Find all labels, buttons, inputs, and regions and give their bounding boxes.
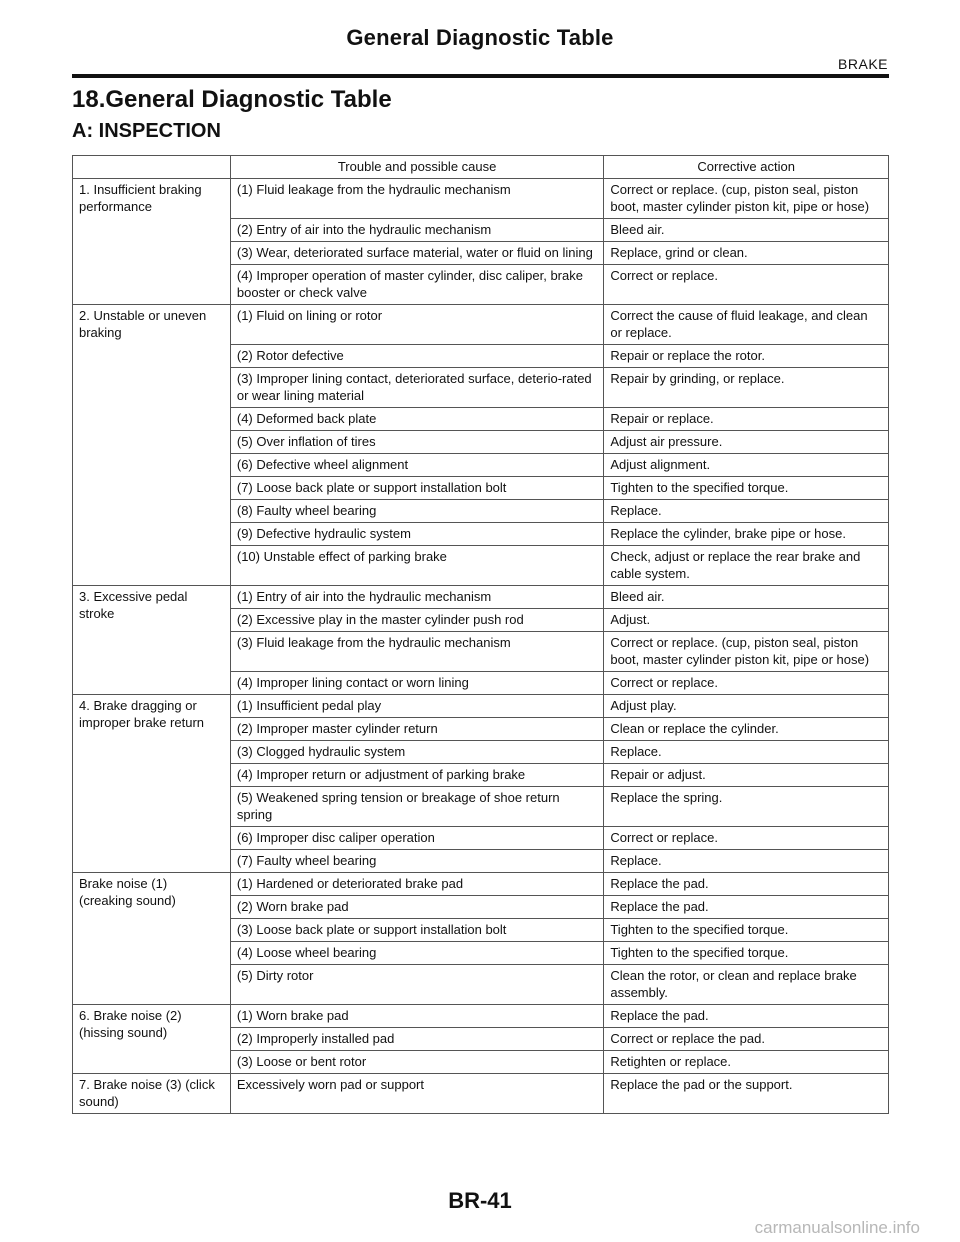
table-row <box>73 1074 889 1114</box>
action-cell: Repair or replace the rotor. <box>604 345 889 368</box>
cause-cell: (3) Fluid leakage from the hydraulic mechanism <box>230 632 603 672</box>
cause-cell: (5) Dirty rotor <box>230 965 603 1005</box>
action-cell: Tighten to the specified torque. <box>604 942 889 965</box>
cause-cell: (4) Improper operation of master cylinder, disc caliper, brake booster or check valve <box>230 265 603 305</box>
cause-cell: (8) Faulty wheel bearing <box>230 500 603 523</box>
category-cell: Brake noise (1) (creaking sound) <box>73 873 231 1005</box>
action-cell: Correct or replace. <box>604 672 889 695</box>
category-cell: 7. Brake noise (3) (click sound) <box>73 1074 231 1114</box>
cause-cell: (1) Insufficient pedal play <box>230 695 603 718</box>
cause-cell: (3) Loose back plate or support installation bolt <box>230 919 603 942</box>
cause-cell: (3) Clogged hydraulic system <box>230 741 603 764</box>
cause-cell: (2) Improper master cylinder return <box>230 718 603 741</box>
table-row <box>73 586 889 609</box>
diagnostic-table <box>72 155 889 1114</box>
cause-cell: (1) Worn brake pad <box>230 1005 603 1028</box>
action-cell: Replace the pad or the support. <box>604 1074 889 1114</box>
cause-cell: (1) Fluid on lining or rotor <box>230 305 603 345</box>
action-cell: Replace the cylinder, brake pipe or hose. <box>604 523 889 546</box>
action-cell: Replace. <box>604 850 889 873</box>
watermark: carmanualsonline.info <box>754 1218 920 1237</box>
cause-cell: (2) Entry of air into the hydraulic mechanism <box>230 219 603 242</box>
table-header-row <box>73 156 889 179</box>
cause-cell: (3) Wear, deteriorated surface material, water or fluid on lining <box>230 242 603 265</box>
cause-cell: (9) Defective hydraulic system <box>230 523 603 546</box>
table-row <box>73 1005 889 1028</box>
action-cell: Adjust alignment. <box>604 454 889 477</box>
cause-cell: (2) Excessive play in the master cylinder push rod <box>230 609 603 632</box>
category-cell: 4. Brake dragging or improper brake return <box>73 695 231 873</box>
cause-cell: (7) Faulty wheel bearing <box>230 850 603 873</box>
action-cell: Bleed air. <box>604 586 889 609</box>
cause-cell: (4) Improper return or adjustment of parking brake <box>230 764 603 787</box>
action-cell: Clean or replace the cylinder. <box>604 718 889 741</box>
table-body <box>73 179 889 1114</box>
page-header-section: BRAKE <box>838 56 888 72</box>
action-cell: Correct or replace the pad. <box>604 1028 889 1051</box>
cause-cell: (6) Defective wheel alignment <box>230 454 603 477</box>
action-cell: Adjust. <box>604 609 889 632</box>
action-cell: Correct or replace. (cup, piston seal, piston boot, master cylinder piston kit, pipe or hose) <box>604 632 889 672</box>
action-cell: Replace. <box>604 741 889 764</box>
action-cell: Replace the spring. <box>604 787 889 827</box>
cause-cell: (2) Worn brake pad <box>230 896 603 919</box>
column-header: Trouble and possible cause <box>230 156 603 179</box>
category-cell: 6. Brake noise (2) (hissing sound) <box>73 1005 231 1074</box>
category-cell: 3. Excessive pedal stroke <box>73 586 231 695</box>
action-cell: Repair or adjust. <box>604 764 889 787</box>
cause-cell: (4) Deformed back plate <box>230 408 603 431</box>
page-number: BR-41 <box>448 1188 512 1213</box>
cause-cell: (6) Improper disc caliper operation <box>230 827 603 850</box>
table-row <box>73 695 889 718</box>
action-cell: Replace. <box>604 500 889 523</box>
cause-cell: (3) Improper lining contact, deteriorated surface, deterio-rated or wear lining material <box>230 368 603 408</box>
action-cell: Repair by grinding, or replace. <box>604 368 889 408</box>
action-cell: Retighten or replace. <box>604 1051 889 1074</box>
table-row <box>73 873 889 896</box>
action-cell: Check, adjust or replace the rear brake and cable system. <box>604 546 889 586</box>
table-row <box>73 305 889 345</box>
cause-cell: (10) Unstable effect of parking brake <box>230 546 603 586</box>
subsection-title: A: INSPECTION <box>72 120 221 142</box>
action-cell: Adjust play. <box>604 695 889 718</box>
cause-cell: (1) Fluid leakage from the hydraulic mechanism <box>230 179 603 219</box>
action-cell: Replace the pad. <box>604 1005 889 1028</box>
table-row <box>73 179 889 219</box>
column-header <box>73 156 231 179</box>
column-header: Corrective action <box>604 156 889 179</box>
action-cell: Adjust air pressure. <box>604 431 889 454</box>
cause-cell: (4) Loose wheel bearing <box>230 942 603 965</box>
action-cell: Replace the pad. <box>604 896 889 919</box>
cause-cell: (5) Over inflation of tires <box>230 431 603 454</box>
cause-cell: (2) Rotor defective <box>230 345 603 368</box>
action-cell: Clean the rotor, or clean and replace brake assembly. <box>604 965 889 1005</box>
action-cell: Correct or replace. <box>604 265 889 305</box>
action-cell: Bleed air. <box>604 219 889 242</box>
cause-cell: (7) Loose back plate or support installation bolt <box>230 477 603 500</box>
cause-cell: (5) Weakened spring tension or breakage of shoe return spring <box>230 787 603 827</box>
cause-cell: (4) Improper lining contact or worn lining <box>230 672 603 695</box>
cause-cell: (1) Hardened or deteriorated brake pad <box>230 873 603 896</box>
cause-cell: Excessively worn pad or support <box>230 1074 603 1114</box>
action-cell: Replace the pad. <box>604 873 889 896</box>
page-header-title: General Diagnostic Table <box>346 25 614 50</box>
action-cell: Correct the cause of fluid leakage, and clean or replace. <box>604 305 889 345</box>
action-cell: Repair or replace. <box>604 408 889 431</box>
header-rule <box>72 74 889 78</box>
cause-cell: (3) Loose or bent rotor <box>230 1051 603 1074</box>
cause-cell: (1) Entry of air into the hydraulic mechanism <box>230 586 603 609</box>
category-cell: 2. Unstable or uneven braking <box>73 305 231 586</box>
cause-cell: (2) Improperly installed pad <box>230 1028 603 1051</box>
action-cell: Tighten to the specified torque. <box>604 477 889 500</box>
action-cell: Correct or replace. (cup, piston seal, piston boot, master cylinder piston kit, pipe or hose) <box>604 179 889 219</box>
section-title: 18.General Diagnostic Table <box>72 86 392 113</box>
action-cell: Tighten to the specified torque. <box>604 919 889 942</box>
action-cell: Correct or replace. <box>604 827 889 850</box>
category-cell: 1. Insufficient braking performance <box>73 179 231 305</box>
action-cell: Replace, grind or clean. <box>604 242 889 265</box>
